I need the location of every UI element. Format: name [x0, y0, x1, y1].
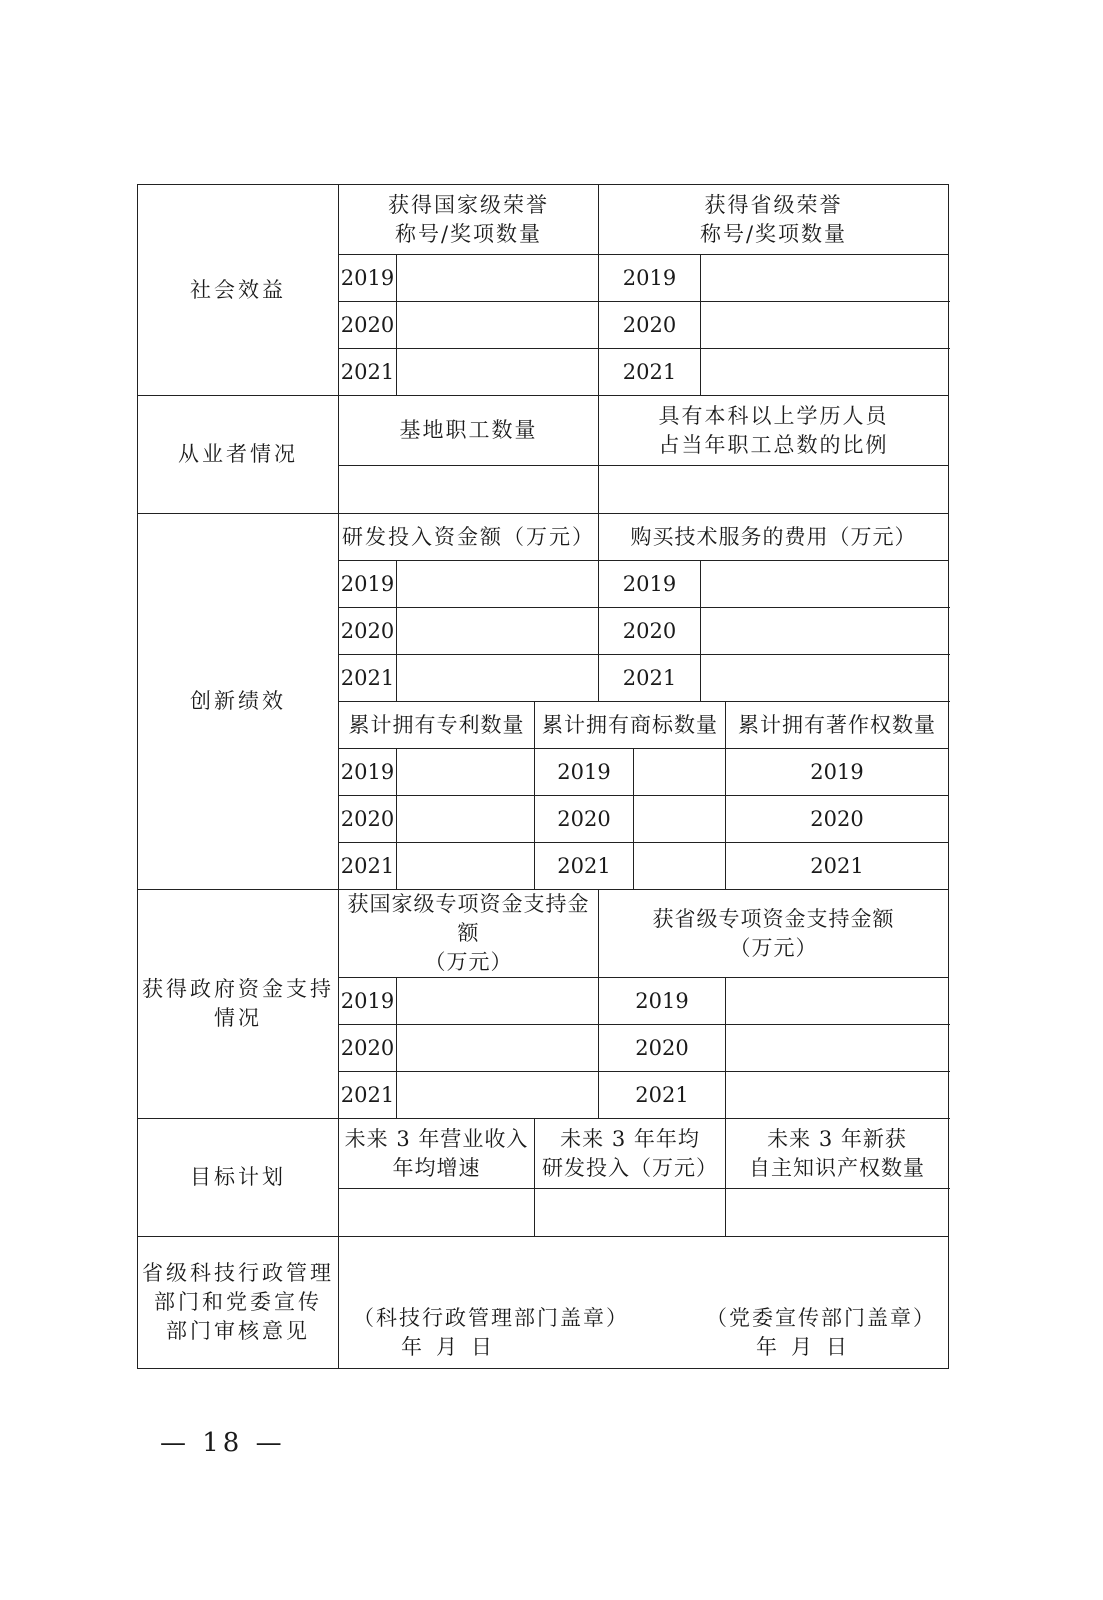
provincial-honors-2021-cell[interactable] [701, 349, 949, 396]
section-label-innovation: 创新绩效 [138, 514, 339, 890]
header-tech-service-cost: 购买技术服务的费用（万元） [599, 514, 949, 561]
tech-dept-date: 年月日 [401, 1335, 506, 1359]
year-label: 2020 [535, 796, 634, 843]
year-label: 2020 [339, 796, 397, 843]
degree-ratio-cell[interactable] [599, 466, 949, 514]
year-label: 2021 [339, 349, 397, 396]
application-form-table [137, 184, 949, 1369]
year-label: 2019 [339, 255, 397, 302]
header-patents: 累计拥有专利数量 [339, 702, 535, 749]
section-label-gov-funding: 获得政府资金支持 情况 [138, 890, 339, 1119]
party-dept-stamp-area [706, 1304, 936, 1362]
year-label: 2020 [726, 796, 949, 843]
header-national-funding: 获国家级专项资金支持金额 （万元） [339, 890, 599, 978]
header-revenue-growth: 未来 3 年营业收入 年均增速 [339, 1119, 535, 1189]
tech-service-2021-cell[interactable] [701, 655, 949, 702]
year-label: 2019 [339, 978, 397, 1025]
section-label-employees: 从业者情况 [138, 396, 339, 514]
tech-dept-stamp-label: （科技行政管理部门盖章） [353, 1306, 629, 1330]
year-label: 2020 [599, 1025, 726, 1072]
header-rd-investment: 研发投入资金额（万元） [339, 514, 599, 561]
patents-2019-cell[interactable] [397, 749, 535, 796]
year-label: 2019 [535, 749, 634, 796]
national-honors-2019-cell[interactable] [397, 255, 599, 302]
header-staff-count: 基地职工数量 [339, 396, 599, 466]
provincial-funding-2021-cell[interactable] [726, 1072, 949, 1119]
year-label: 2019 [726, 749, 949, 796]
tech-dept-stamp-area [353, 1304, 629, 1362]
header-national-honors: 获得国家级荣誉 称号/奖项数量 [339, 185, 599, 255]
year-label: 2020 [599, 608, 701, 655]
party-dept-date: 年月日 [756, 1335, 862, 1359]
year-label: 2020 [339, 608, 397, 655]
header-provincial-honors: 获得省级荣誉 称号/奖项数量 [599, 185, 949, 255]
header-copyrights: 累计拥有著作权数量 [726, 702, 949, 749]
national-funding-2020-cell[interactable] [397, 1025, 599, 1072]
header-future-ip: 未来 3 年新获 自主知识产权数量 [726, 1119, 949, 1189]
review-opinion-cell[interactable] [339, 1237, 949, 1369]
rd-investment-2019-cell[interactable] [397, 561, 599, 608]
future-ip-cell[interactable] [726, 1189, 949, 1237]
year-label: 2020 [339, 1025, 397, 1072]
year-label: 2021 [726, 843, 949, 890]
year-label: 2021 [599, 655, 701, 702]
rd-investment-2021-cell[interactable] [397, 655, 599, 702]
year-label: 2021 [535, 843, 634, 890]
year-label: 2020 [339, 302, 397, 349]
year-label: 2020 [599, 302, 701, 349]
year-label: 2019 [599, 561, 701, 608]
trademarks-2019-cell[interactable] [634, 749, 726, 796]
trademarks-2021-cell[interactable] [634, 843, 726, 890]
provincial-honors-2020-cell[interactable] [701, 302, 949, 349]
patents-2021-cell[interactable] [397, 843, 535, 890]
header-provincial-funding: 获省级专项资金支持金额 （万元） [599, 890, 949, 978]
year-label: 2021 [339, 655, 397, 702]
year-label: 2019 [599, 978, 726, 1025]
header-future-rd: 未来 3 年年均 研发投入（万元） [535, 1119, 726, 1189]
future-rd-cell[interactable] [535, 1189, 726, 1237]
year-label: 2021 [599, 349, 701, 396]
header-trademarks: 累计拥有商标数量 [535, 702, 726, 749]
staff-count-cell[interactable] [339, 466, 599, 514]
year-label: 2021 [339, 1072, 397, 1119]
year-label: 2021 [339, 843, 397, 890]
national-honors-2021-cell[interactable] [397, 349, 599, 396]
trademarks-2020-cell[interactable] [634, 796, 726, 843]
tech-service-2019-cell[interactable] [701, 561, 949, 608]
provincial-funding-2020-cell[interactable] [726, 1025, 949, 1072]
header-degree-ratio: 具有本科以上学历人员 占当年职工总数的比例 [599, 396, 949, 466]
year-label: 2019 [339, 561, 397, 608]
rd-investment-2020-cell[interactable] [397, 608, 599, 655]
party-dept-stamp-label: （党委宣传部门盖章） [706, 1306, 937, 1330]
provincial-honors-2019-cell[interactable] [701, 255, 949, 302]
national-funding-2019-cell[interactable] [397, 978, 599, 1025]
page-number: — 18 — [160, 1428, 286, 1458]
year-label: 2021 [599, 1072, 726, 1119]
provincial-funding-2019-cell[interactable] [726, 978, 949, 1025]
section-label-targets: 目标计划 [138, 1119, 339, 1237]
national-funding-2021-cell[interactable] [397, 1072, 599, 1119]
section-label-review: 省级科技行政管理 部门和党委宣传 部门审核意见 [138, 1237, 339, 1369]
year-label: 2019 [599, 255, 701, 302]
section-label-social-benefit: 社会效益 [138, 185, 339, 396]
tech-service-2020-cell[interactable] [701, 608, 949, 655]
revenue-growth-cell[interactable] [339, 1189, 535, 1237]
patents-2020-cell[interactable] [397, 796, 535, 843]
year-label: 2019 [339, 749, 397, 796]
national-honors-2020-cell[interactable] [397, 302, 599, 349]
